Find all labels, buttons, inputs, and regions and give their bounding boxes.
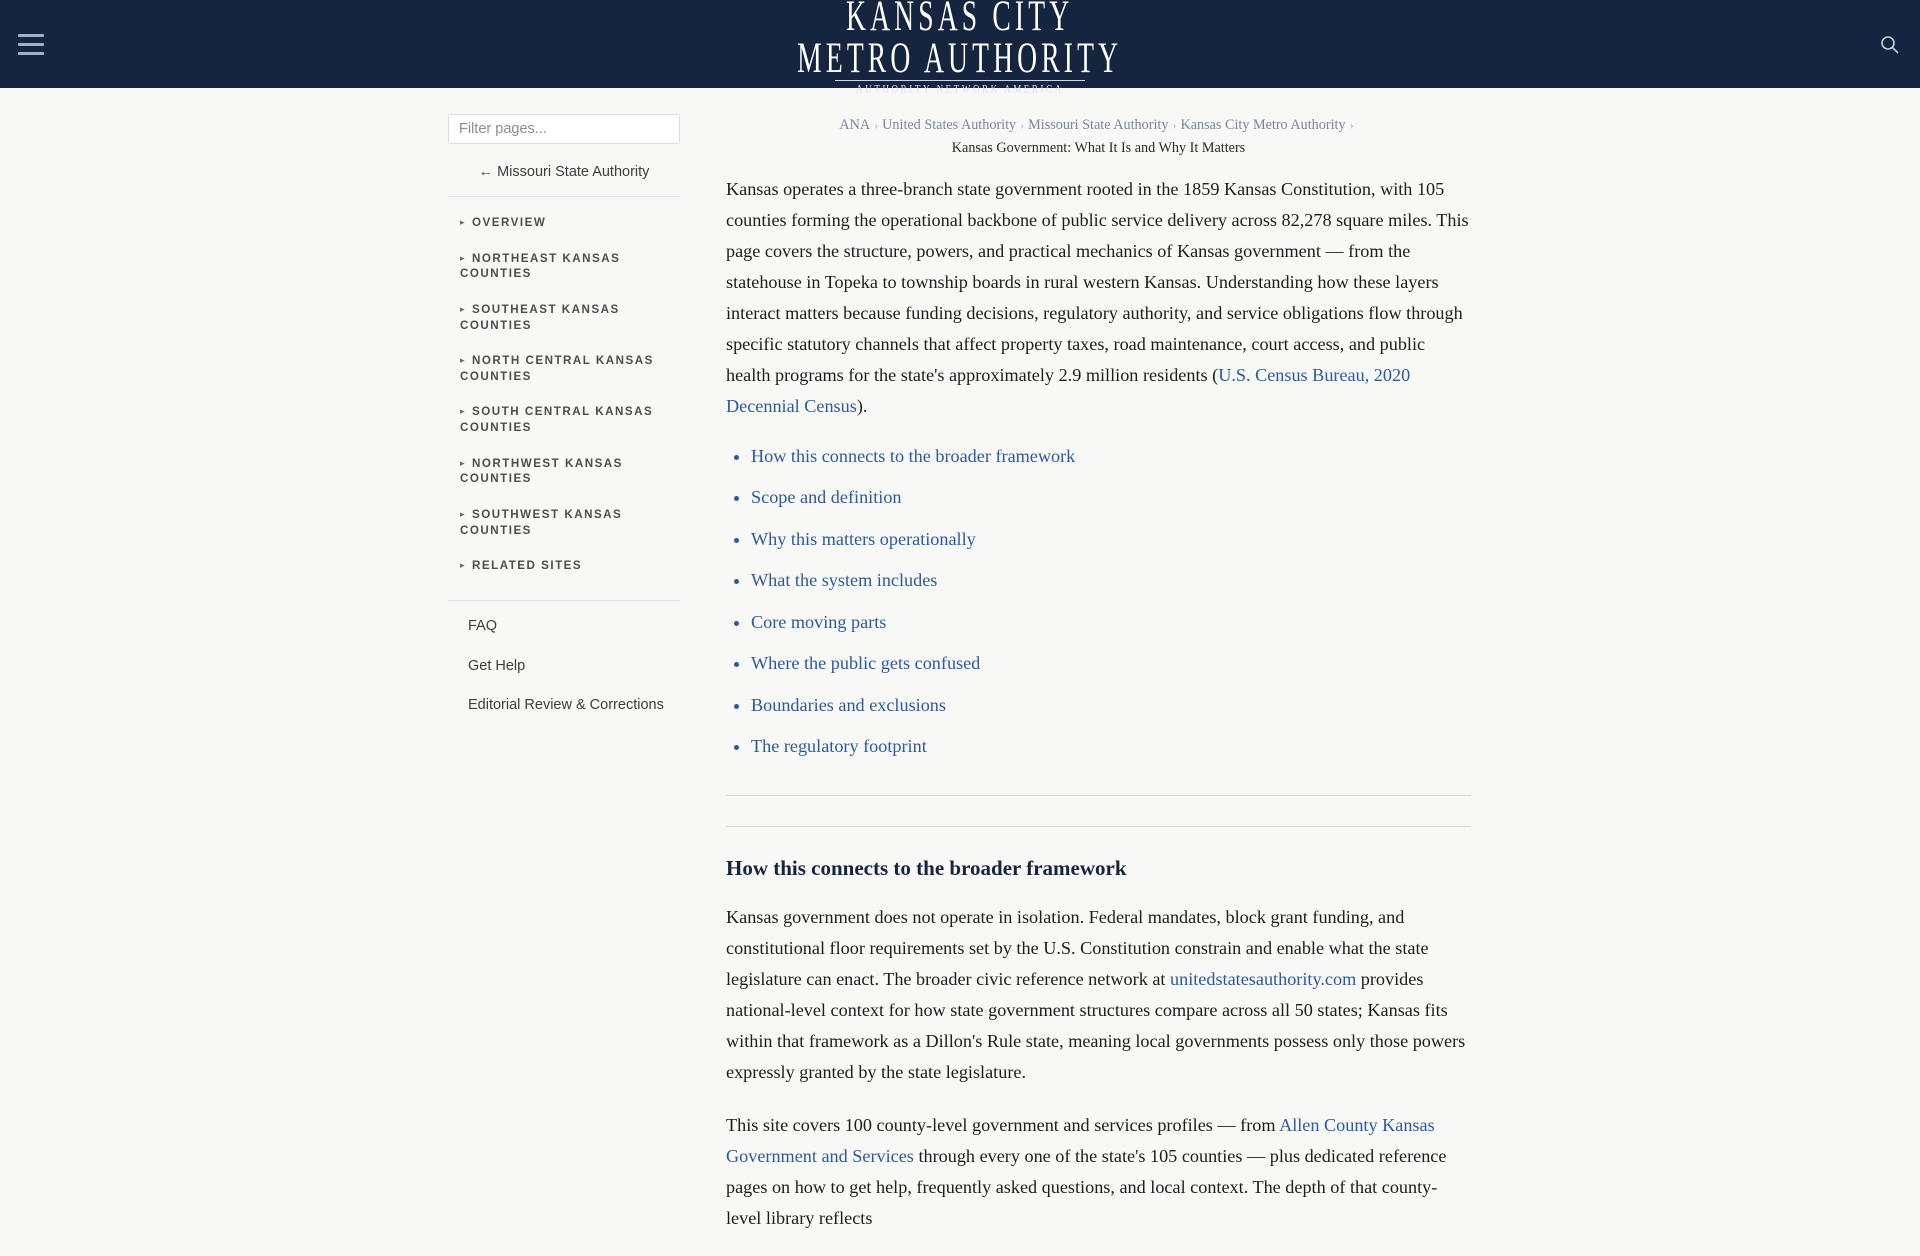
intro-text-part-1: Kansas operates a three-branch state government rooted in the 1859 Kansas Constitution, with 105 counties forming the operational backbone of public service delivery across 82,278 square miles. This page covers the structure, powers, and practical mechanics of Kansas government — from the statehouse in Topeka to township boards in rural western Kansas. Understanding how these layers interact matters because funding decisions, regulatory authority, and service obligations flow through specific statutory channels that affect property taxes, road maintenance, court access, and public health programs for the state's approximately 2.9 million residents ( bbox=[726, 179, 1469, 385]
chevron-right-icon: ▸ bbox=[460, 406, 467, 417]
unitedstatesauthority-link[interactable]: unitedstatesauthority.com bbox=[1170, 969, 1357, 990]
toc-link-where-the-public-gets-confused[interactable]: Where the public gets confused bbox=[751, 653, 981, 674]
breadcrumb-separator: › bbox=[1020, 118, 1025, 132]
section-text-part-1: Kansas government does not operate in isolation. Federal mandates, block grant funding, and constitutional floor requirements set by the U.S. Constitution constrain and enable what the state legislature can enact. The broader civic reference network at bbox=[726, 907, 1429, 990]
sidebar-section-northwest-kansas-counties[interactable] bbox=[448, 446, 680, 497]
chevron-right-icon: ▸ bbox=[460, 509, 467, 520]
sidebar-section-overview[interactable] bbox=[448, 205, 680, 241]
table-of-contents bbox=[726, 444, 1471, 760]
census-bureau-link[interactable]: U.S. Census Bureau, 2020 Decennial Census bbox=[726, 364, 1411, 416]
allen-county-link[interactable]: Allen County Kansas Government and Services bbox=[726, 1114, 1435, 1166]
breadcrumb-item-ana[interactable]: ANA bbox=[839, 117, 871, 133]
breadcrumb-separator: › bbox=[1349, 118, 1354, 132]
chevron-right-icon: ▸ bbox=[460, 252, 467, 263]
chevron-right-icon: ▸ bbox=[460, 303, 467, 314]
toc-list-item bbox=[751, 485, 1471, 510]
sidebar-link-faq[interactable]: FAQ bbox=[468, 617, 498, 634]
sidebar bbox=[448, 114, 680, 726]
brand-tagline: AUTHORITY NETWORK AMERICA bbox=[856, 82, 1064, 95]
toc-link-how-this-connects[interactable]: How this connects to the broader framework bbox=[751, 445, 1076, 466]
chevron-right-icon: ▸ bbox=[460, 217, 467, 227]
sidebar-section-northeast-kansas-counties[interactable] bbox=[448, 241, 680, 292]
sidebar-section-label: NORTHWEST KANSAS COUNTIES bbox=[460, 456, 623, 486]
breadcrumb-item-kansas-city-metro-authority[interactable]: Kansas City Metro Authority bbox=[1180, 117, 1346, 133]
toc-link-what-the-system-includes[interactable]: What the system includes bbox=[751, 570, 938, 591]
section-heading-how-this-connects: How this connects to the broader framework bbox=[726, 856, 1127, 880]
section-paragraph-2 bbox=[726, 1110, 1471, 1234]
sidebar-section-south-central-kansas-counties[interactable] bbox=[448, 394, 680, 445]
sidebar-section-label: SOUTH CENTRAL KANSAS COUNTIES bbox=[460, 405, 654, 435]
section-text-part-2: provides national-level context for how state government structures compare across all 50 states; Kansas fits within that framework as a Dillon's Rule state, meaning local governments possess only those powers expressly granted by the state legislature. bbox=[726, 969, 1466, 1082]
main-content bbox=[726, 114, 1471, 1256]
sidebar-section-label: OVERVIEW bbox=[472, 216, 547, 229]
sidebar-section-related-sites[interactable] bbox=[448, 548, 680, 584]
toc-list-item bbox=[751, 568, 1471, 593]
intro-paragraph bbox=[726, 174, 1471, 422]
site-header bbox=[0, 0, 1920, 95]
breadcrumb-separator: › bbox=[874, 118, 879, 132]
toc-list-item bbox=[751, 651, 1471, 676]
parent-breadcrumb-link[interactable]: ← Missouri State Authority bbox=[478, 164, 650, 180]
search-icon[interactable] bbox=[1874, 29, 1904, 59]
chevron-right-icon: ▸ bbox=[460, 355, 467, 366]
breadcrumb bbox=[726, 114, 1471, 160]
sidebar-section-label: RELATED SITES bbox=[472, 559, 583, 573]
chevron-right-icon: ▸ bbox=[460, 560, 467, 571]
toc-link-boundaries-and-exclusions[interactable]: Boundaries and exclusions bbox=[751, 694, 946, 715]
intro-text-part-2: ). bbox=[856, 395, 868, 416]
brand-line-primary: KANSAS CITY bbox=[846, 0, 1074, 40]
breadcrumb-item-missouri-state-authority[interactable]: Missouri State Authority bbox=[1028, 117, 1169, 133]
toc-link-why-this-matters[interactable]: Why this matters operationally bbox=[751, 528, 976, 549]
sidebar-section-label: SOUTHWEST KANSAS COUNTIES bbox=[460, 508, 623, 537]
section2-text-part-2: through every one of the state's 105 counties — plus dedicated reference pages on how to get help, frequently asked questions, and local context. The depth of that county-level library reflects bbox=[726, 1145, 1447, 1228]
sidebar-section-north-central-kansas-counties[interactable] bbox=[448, 343, 680, 394]
sidebar-section-label: SOUTHEAST KANSAS COUNTIES bbox=[460, 302, 620, 332]
breadcrumb-separator: › bbox=[1172, 118, 1177, 132]
sidebar-utility-links bbox=[448, 607, 680, 726]
brand-line-secondary: METRO AUTHORITY bbox=[797, 33, 1123, 82]
hamburger-bar-1 bbox=[18, 34, 44, 37]
sidebar-divider-top bbox=[448, 196, 680, 197]
breadcrumb-item-united-states-authority[interactable]: United States Authority bbox=[882, 117, 1017, 133]
site-brand[interactable] bbox=[783, 0, 1136, 94]
section2-text-part-1: This site covers 100 county-level government and services profiles — from bbox=[726, 1114, 1280, 1135]
content-divider-1 bbox=[726, 795, 1471, 796]
sidebar-section-southwest-kansas-counties[interactable] bbox=[448, 497, 680, 548]
hamburger-menu-icon[interactable] bbox=[14, 29, 48, 59]
toc-link-the-regulatory-footprint[interactable]: The regulatory footprint bbox=[751, 736, 927, 757]
hamburger-bar-2 bbox=[18, 43, 44, 46]
sidebar-link-editorial-review[interactable]: Editorial Review & Corrections bbox=[468, 697, 664, 714]
toc-list-item bbox=[751, 527, 1471, 552]
section-paragraph-1 bbox=[726, 902, 1471, 1088]
breadcrumb-current-page: Kansas Government: What It Is and Why It Matters bbox=[951, 140, 1246, 156]
chevron-right-icon: ▸ bbox=[460, 457, 467, 468]
content-divider-2 bbox=[726, 826, 1471, 827]
sidebar-nav-sections bbox=[448, 205, 680, 584]
toc-list-item bbox=[751, 734, 1471, 759]
toc-list-item bbox=[751, 693, 1471, 718]
toc-list-item bbox=[751, 444, 1471, 469]
hamburger-bar-3 bbox=[18, 52, 44, 55]
toc-list-item bbox=[751, 610, 1471, 635]
toc-link-scope-and-definition[interactable]: Scope and definition bbox=[751, 487, 902, 508]
sidebar-link-get-help[interactable]: Get Help bbox=[468, 657, 526, 674]
sidebar-section-label: NORTHEAST KANSAS COUNTIES bbox=[460, 251, 621, 281]
sidebar-divider-bottom bbox=[448, 600, 680, 601]
page-body bbox=[0, 88, 1920, 1256]
filter-pages-input[interactable] bbox=[448, 114, 680, 144]
sidebar-section-southeast-kansas-counties[interactable] bbox=[448, 292, 680, 343]
toc-link-core-moving-parts[interactable]: Core moving parts bbox=[751, 611, 887, 632]
sidebar-section-label: NORTH CENTRAL KANSAS COUNTIES bbox=[460, 354, 654, 383]
